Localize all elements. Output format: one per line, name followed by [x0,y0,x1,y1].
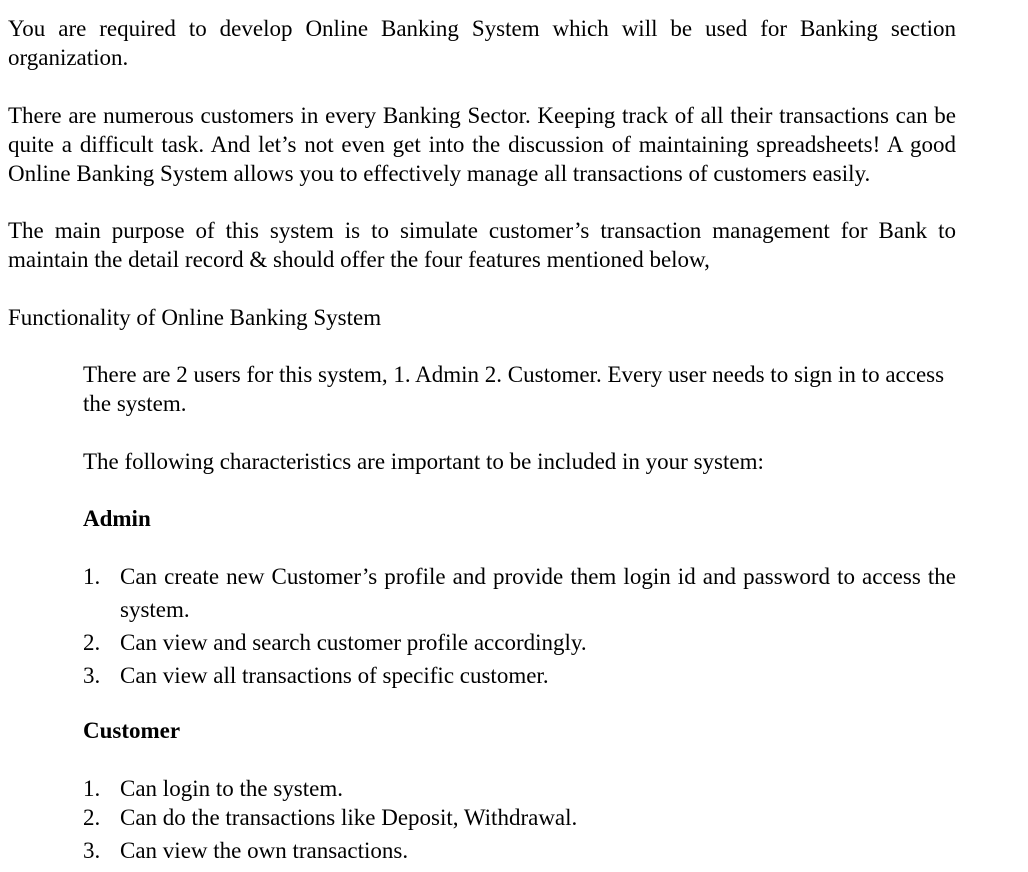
admin-feature-list [83,560,956,692]
list-item-text: Can view all transactions of specific customer. [120,663,549,688]
list-number: 1. [83,776,101,801]
list-item-text: Can view the own transactions. [120,838,409,863]
list-item [83,626,956,659]
list-item-text: Can create new Customer’s profile and provide them login id and password to access the system. [120,564,956,622]
list-item [83,774,956,803]
list-item [83,659,956,692]
list-item [83,560,956,626]
purpose-paragraph: The main purpose of this system is to simulate customer’s transaction management for Bank to maintain the detail record & should offer the four features mentioned below, [8,218,956,272]
users-paragraph: There are 2 users for this system, 1. Admin 2. Customer. Every user needs to sign in to access the system. [83,362,945,416]
functionality-heading: Functionality of Online Banking System [8,305,382,330]
characteristics-paragraph: The following characteristics are important to be included in your system: [83,449,764,474]
customers-paragraph: There are numerous customers in every Banking Sector. Keeping track of all their transactions can be quite a difficult task. And let’s not even get into the discussion of maintaining spreadsheets! A good Online Banking System allows you to effectively manage all transactions of customers easily. [8,103,956,186]
list-number: 3. [83,663,101,688]
list-item [83,803,956,836]
list-number: 2. [83,805,101,830]
list-item-text: Can view and search customer profile accordingly. [120,630,587,655]
list-item [83,836,956,865]
list-number: 2. [83,630,101,655]
list-item-text: Can login to the system. [120,776,343,801]
list-item-text: Can do the transactions like Deposit, Withdrawal. [120,805,578,830]
customer-heading: Customer [83,718,181,743]
list-number: 3. [83,838,101,863]
intro-paragraph: You are required to develop Online Banking System which will be used for Banking section organization. [8,16,956,70]
list-number: 1. [83,564,101,589]
customer-feature-list [83,774,956,865]
admin-heading: Admin [83,506,151,531]
